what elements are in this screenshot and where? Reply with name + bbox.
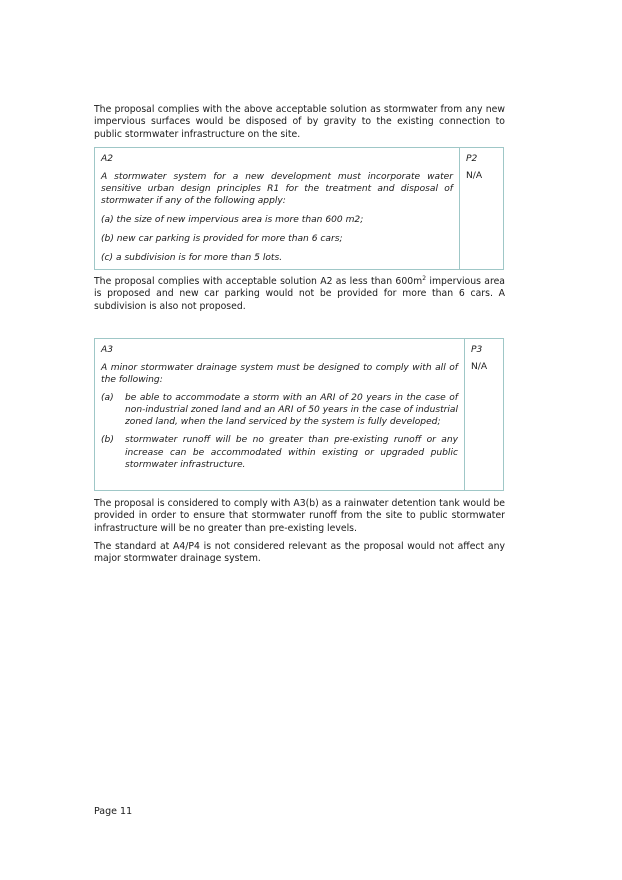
p3-column [464, 339, 504, 490]
a2-acceptable-solution [95, 148, 459, 265]
a3-box [94, 338, 504, 491]
p3-value: N/A [471, 362, 488, 372]
a2-box [94, 147, 504, 270]
a2-item-b: (b) new car parking is provided for more than 6 cars; [101, 234, 343, 245]
a3-acceptable-solution [95, 339, 464, 471]
a3-text: A minor stormwater drainage system must be designed to comply with all of the following: [101, 363, 458, 386]
a2-text: A stormwater system for a new development must incorporate water sensitive urban design principles R1 for the treatment and disposal of stormwater if any of the following apply: [101, 172, 453, 207]
p3-label: P3 [471, 345, 483, 355]
p2-value: N/A [466, 171, 483, 181]
a3-label: A3 [101, 345, 114, 355]
a3-item-a [101, 392, 458, 428]
a2-comment-sup: 2 [422, 274, 427, 282]
a2-comment-after: impervious area is proposed and new car parking would not be provided for more than 6 cars. A subdivision is also not proposed. [94, 276, 505, 312]
a2-item-a: (a) the size of new impervious area is more than 600 m2; [101, 215, 364, 226]
a3-item-a-key: (a) [101, 393, 114, 404]
a3-comment: The proposal is considered to comply with A3(b) as a rainwater detention tank would be provided in order to ensure that stormwater runoff from the site to public stormwater infrastructure will be no greater than pre-existing levels. [94, 498, 505, 534]
a2-item-c: (c) a subdivision is for more than 5 lots. [101, 253, 283, 264]
a3-item-b-text: stormwater runoff will be no greater than pre-existing runoff or any increase can be accommodated within existing or upgraded public stormwater infrastructure. [125, 435, 458, 470]
a3-item-a-text: be able to accommodate a storm with an ARI of 20 years in the case of non-industrial zoned land and an ARI of 50 years in the case of industrial zoned land, when the land serviced by the system is fully developed; [125, 393, 458, 428]
a3-item-b [101, 434, 458, 470]
a2-label: A2 [101, 154, 114, 164]
a4-comment: The standard at A4/P4 is not considered relevant as the proposal would not affect any major stormwater drainage system. [94, 541, 505, 565]
page-number: Page 11 [94, 806, 133, 817]
intro-paragraph: The proposal complies with the above acceptable solution as stormwater from any new impervious surfaces would be disposed of by gravity to the existing connection to public stormwater infrastructure on the site. [94, 104, 505, 140]
a3-item-b-key: (b) [101, 435, 114, 446]
a2-comment-before: The proposal complies with acceptable solution A2 as less than 600m [94, 276, 423, 287]
p2-column [459, 148, 504, 269]
p2-label: P2 [466, 154, 478, 164]
a2-comment [94, 276, 505, 313]
